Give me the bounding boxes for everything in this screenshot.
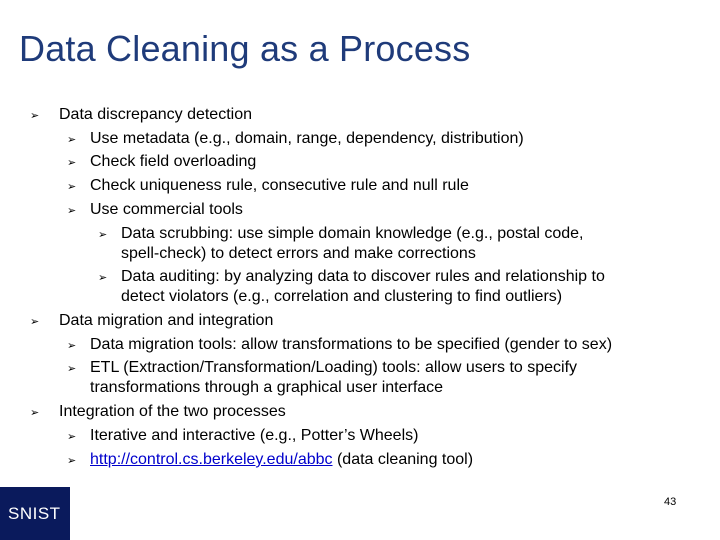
list-item-continuation: spell-check) to detect errors and make corrections xyxy=(121,245,476,262)
link-description: (data cleaning tool) xyxy=(332,451,474,468)
bullet-icon: ➢ xyxy=(67,134,77,146)
bullet-icon: ➢ xyxy=(67,455,77,467)
bullet-icon: ➢ xyxy=(30,316,40,328)
list-item: ETL (Extraction/Transformation/Loading) tools: allow users to specify xyxy=(90,359,578,376)
logo-text: SNIST xyxy=(8,504,61,523)
list-item: Check field overloading xyxy=(90,153,257,170)
list-item: Data auditing: by analyzing data to discover rules and relationship to xyxy=(121,268,605,285)
list-item: Integration of the two processes xyxy=(59,403,286,420)
bullet-icon: ➢ xyxy=(67,431,77,443)
list-item-continuation: transformations through a graphical user interface xyxy=(90,379,444,396)
bullet-icon: ➢ xyxy=(67,363,77,375)
bullet-icon: ➢ xyxy=(67,181,77,193)
list-item: Use metadata (e.g., domain, range, dependency, distribution) xyxy=(90,130,524,147)
bullet-icon: ➢ xyxy=(98,272,108,284)
bullet-icon: ➢ xyxy=(30,407,40,419)
snist-logo xyxy=(0,487,70,540)
page-number: 43 xyxy=(664,496,677,508)
bullet-icon: ➢ xyxy=(67,205,77,217)
bullet-icon: ➢ xyxy=(98,229,108,241)
list-item: Data discrepancy detection xyxy=(59,106,252,123)
list-item: Data migration and integration xyxy=(59,312,274,329)
list-item: Data scrubbing: use simple domain knowledge (e.g., postal code, xyxy=(121,225,584,242)
list-item: Check uniqueness rule, consecutive rule and null rule xyxy=(90,177,469,194)
bullet-icon: ➢ xyxy=(67,157,77,169)
list-item: Use commercial tools xyxy=(90,201,243,218)
list-item: Data migration tools: allow transformations to be specified (gender to sex) xyxy=(90,336,613,353)
list-item: Iterative and interactive (e.g., Potter’s Wheels) xyxy=(90,427,419,444)
slide-title: Data Cleaning as a Process xyxy=(19,28,471,69)
bullet-icon: ➢ xyxy=(30,110,40,122)
list-item xyxy=(90,450,473,470)
bullet-icon: ➢ xyxy=(67,340,77,352)
abbc-link[interactable]: http://control.cs.berkeley.edu/abbc xyxy=(90,451,333,468)
list-item-continuation: detect violators (e.g., correlation and clustering to find outliers) xyxy=(121,288,563,305)
